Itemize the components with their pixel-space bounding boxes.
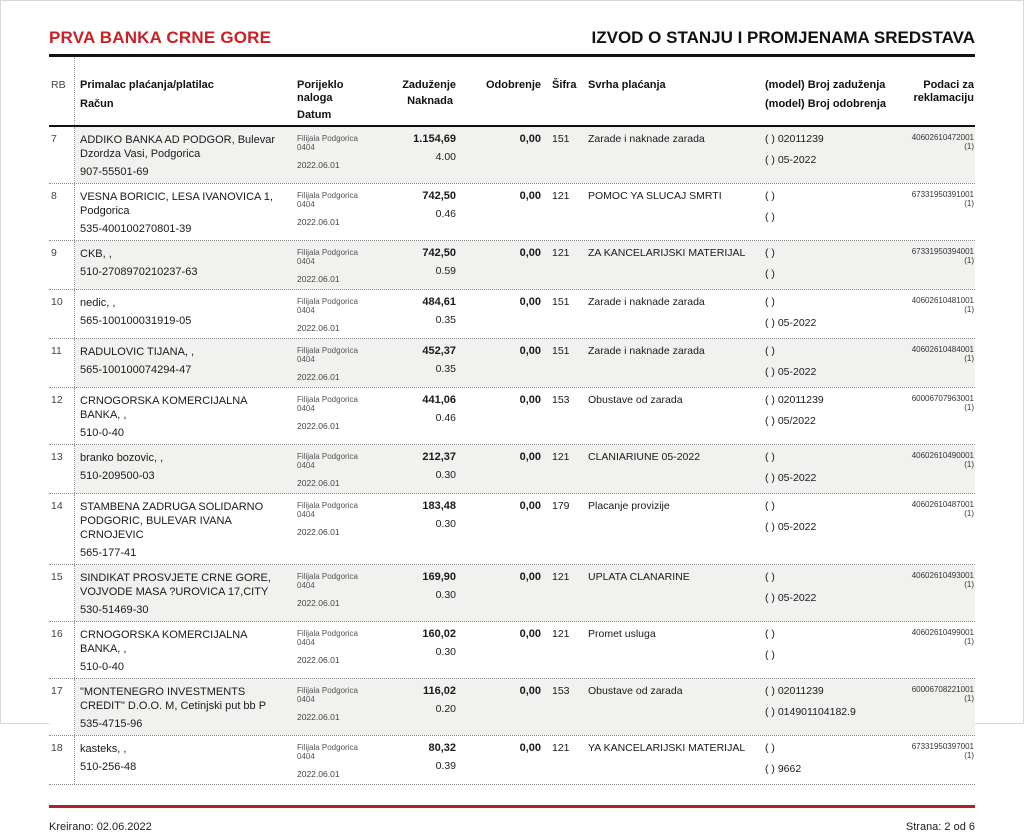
table-row [49, 565, 975, 622]
origin-date: 2022.06.01 [297, 655, 340, 665]
reference-debit: ( ) 02011239 [765, 394, 824, 406]
payment-purpose: Zarade i naknade zarada [588, 345, 705, 357]
reference-credit: ( ) 9662 [765, 763, 802, 775]
payment-code: 121 [552, 628, 570, 640]
row-number: 12 [49, 388, 75, 444]
credit-amount: 0,00 [519, 247, 541, 259]
table-row [49, 339, 975, 388]
origin-branch: Filijala Podgorica [297, 572, 358, 581]
origin-branch-code: 0404 [297, 404, 315, 413]
debit-amount: 742,50 [422, 190, 456, 202]
payee-name: kasteks, , [80, 743, 127, 755]
credit-amount: 0,00 [519, 190, 541, 202]
reference-debit: ( ) [765, 247, 775, 259]
fee-amount: 0.35 [435, 363, 456, 375]
debit-amount: 169,90 [422, 571, 456, 583]
row-number: 18 [49, 736, 75, 784]
claim-number: 40602610481001 [911, 296, 974, 305]
table-row [49, 290, 975, 339]
table-row [49, 241, 975, 290]
payment-code: 153 [552, 685, 570, 697]
table-body [49, 127, 975, 785]
payment-purpose: Zarade i naknade zarada [588, 296, 705, 308]
payment-purpose: Obustave od zarada [588, 394, 683, 406]
payee-account: 530-51469-30 [80, 604, 149, 616]
payment-purpose: Promet usluga [588, 628, 656, 640]
payment-code: 179 [552, 500, 570, 512]
page-indicator: Strana: 2 od 6 [905, 821, 975, 833]
reference-debit: ( ) 02011239 [765, 133, 824, 145]
payee-name: CRNOGORSKA KOMERCIJALNA BANKA, , [80, 395, 247, 421]
payment-purpose: Obustave od zarada [588, 685, 683, 697]
claim-count: (1) [964, 199, 974, 208]
debit-amount: 183,48 [422, 500, 456, 512]
reference-debit: ( ) [765, 345, 775, 357]
credit-amount: 0,00 [519, 451, 541, 463]
origin-branch-code: 0404 [297, 638, 315, 647]
origin-date: 2022.06.01 [297, 598, 340, 608]
reference-debit: ( ) 02011239 [765, 685, 824, 697]
payment-purpose: UPLATA CLANARINE [588, 571, 690, 583]
row-number: 17 [49, 679, 75, 735]
column-header-reference: (model) Broj zaduženja (model) Broj odobrenja [765, 79, 886, 110]
reference-credit: ( ) 05-2022 [765, 472, 817, 484]
credit-amount: 0,00 [519, 685, 541, 697]
debit-amount: 1.154,69 [413, 133, 456, 145]
fee-amount: 0.46 [435, 412, 456, 424]
payee-account: 535-400100270801-39 [80, 223, 192, 235]
fee-amount: 0.39 [435, 760, 456, 772]
fee-amount: 0.30 [435, 646, 456, 658]
payee-name: CKB, , [80, 248, 112, 260]
row-number: 10 [49, 290, 75, 338]
claim-count: (1) [964, 256, 974, 265]
payee-account: 565-100100074294-47 [80, 364, 192, 376]
payee-account: 510-256-48 [80, 761, 137, 773]
table-row [49, 127, 975, 184]
column-header-code: Šifra [552, 79, 577, 91]
credit-amount: 0,00 [519, 394, 541, 406]
origin-branch-code: 0404 [297, 200, 315, 209]
fee-amount: 0.30 [435, 589, 456, 601]
origin-branch: Filijala Podgorica [297, 395, 358, 404]
table-row [49, 622, 975, 679]
reference-credit: ( ) 05-2022 [765, 154, 817, 166]
credit-amount: 0,00 [519, 571, 541, 583]
payee-account: 565-100100031919-05 [80, 315, 192, 327]
origin-date: 2022.06.01 [297, 372, 340, 382]
origin-branch: Filijala Podgorica [297, 297, 358, 306]
payment-code: 121 [552, 451, 570, 463]
reference-debit: ( ) [765, 296, 775, 308]
payee-account: 535-4715-96 [80, 718, 143, 730]
origin-branch-code: 0404 [297, 355, 315, 364]
credit-amount: 0,00 [519, 742, 541, 754]
origin-branch-code: 0404 [297, 510, 315, 519]
claim-count: (1) [964, 637, 974, 646]
payee-name: ADDIKO BANKA AD PODGOR, Bulevar Dzordza Vasi, Podgorica [80, 134, 276, 160]
payee-name: branko bozovic, , [80, 452, 164, 464]
reference-credit: ( ) [765, 268, 775, 280]
fee-amount: 0.30 [435, 518, 456, 530]
reference-credit: ( ) 05-2022 [765, 521, 817, 533]
debit-amount: 116,02 [422, 685, 456, 697]
claim-number: 40602610490001 [911, 451, 974, 460]
payee-account: 565-177-41 [80, 547, 137, 559]
payee-name: VESNA BORICIC, LESA IVANOVICA 1, Podgorica [80, 191, 273, 217]
claim-number: 40602610484001 [911, 345, 974, 354]
origin-branch-code: 0404 [297, 695, 315, 704]
row-number: 9 [49, 241, 75, 289]
reference-debit: ( ) [765, 500, 775, 512]
column-header-debit: Zaduženje Naknada [402, 79, 456, 107]
claim-number: 40602610472001 [911, 133, 974, 142]
claim-count: (1) [964, 354, 974, 363]
payee-account: 510-0-40 [80, 661, 125, 673]
origin-date: 2022.06.01 [297, 421, 340, 431]
origin-branch: Filijala Podgorica [297, 452, 358, 461]
row-number: 16 [49, 622, 75, 678]
payment-code: 121 [552, 190, 570, 202]
bank-name: PRVA BANKA CRNE GORE [49, 28, 272, 47]
column-header-payee: Primalac plaćanja/platilac Račun [80, 79, 214, 110]
reference-debit: ( ) [765, 571, 775, 583]
table-row [49, 679, 975, 736]
reference-debit: ( ) [765, 451, 775, 463]
row-number: 11 [49, 339, 75, 387]
fee-amount: 0.20 [435, 703, 456, 715]
origin-branch: Filijala Podgorica [297, 248, 358, 257]
claim-number: 60006708221001 [911, 685, 974, 694]
origin-branch-code: 0404 [297, 461, 315, 470]
reference-credit: ( ) 05-2022 [765, 592, 817, 604]
payment-code: 151 [552, 133, 570, 145]
origin-branch-code: 0404 [297, 581, 315, 590]
table-row [49, 494, 975, 565]
origin-date: 2022.06.01 [297, 712, 340, 722]
payment-purpose: ZA KANCELARIJSKI MATERIJAL [588, 247, 746, 259]
fee-amount: 0.46 [435, 208, 456, 220]
payment-purpose: Zarade i naknade zarada [588, 133, 705, 145]
payee-name: nedic, , [80, 297, 116, 309]
claim-number: 67331950397001 [911, 742, 974, 751]
footer-rule [49, 805, 975, 808]
row-number: 13 [49, 445, 75, 493]
column-header-claim: Podaci za reklamaciju [913, 79, 974, 104]
payment-purpose: Placanje provizije [588, 500, 670, 512]
reference-debit: ( ) [765, 628, 775, 640]
column-header-purpose: Svrha plaćanja [588, 79, 666, 91]
credit-amount: 0,00 [519, 628, 541, 640]
debit-amount: 80,32 [428, 742, 456, 754]
payment-code: 121 [552, 571, 570, 583]
credit-amount: 0,00 [519, 296, 541, 308]
claim-number: 60006707963001 [911, 394, 974, 403]
origin-date: 2022.06.01 [297, 160, 340, 170]
document-header [49, 1, 975, 48]
payment-code: 121 [552, 742, 570, 754]
row-number: 14 [49, 494, 75, 564]
fee-amount: 4.00 [435, 151, 456, 163]
payment-code: 151 [552, 296, 570, 308]
column-header-origin: Porijeklo naloga Datum [297, 79, 344, 121]
row-number: 15 [49, 565, 75, 621]
payee-account: 510-209500-03 [80, 470, 155, 482]
origin-date: 2022.06.01 [297, 217, 340, 227]
origin-branch: Filijala Podgorica [297, 346, 358, 355]
origin-branch: Filijala Podgorica [297, 629, 358, 638]
column-header-credit: Odobrenje [485, 79, 541, 91]
payment-code: 151 [552, 345, 570, 357]
payee-name: STAMBENA ZADRUGA SOLIDARNO PODGORIC, BULEVAR IVANA CRNOJEVIC [80, 501, 264, 541]
debit-amount: 484,61 [422, 296, 456, 308]
origin-branch: Filijala Podgorica [297, 134, 358, 143]
debit-amount: 441,06 [422, 394, 456, 406]
origin-date: 2022.06.01 [297, 478, 340, 488]
table-row [49, 445, 975, 494]
reference-credit: ( ) [765, 211, 775, 223]
payment-code: 153 [552, 394, 570, 406]
claim-count: (1) [964, 509, 974, 518]
payment-code: 121 [552, 247, 570, 259]
payee-name: "MONTENEGRO INVESTMENTS CREDIT" D.O.O. M, Cetinjski put bb P [80, 686, 267, 712]
origin-branch: Filijala Podgorica [297, 191, 358, 200]
payee-account: 510-0-40 [80, 427, 125, 439]
claim-count: (1) [964, 694, 974, 703]
reference-debit: ( ) [765, 190, 775, 202]
origin-branch-code: 0404 [297, 257, 315, 266]
payee-account: 510-2708970210237-63 [80, 266, 198, 278]
claim-count: (1) [964, 751, 974, 760]
table-header-row [49, 57, 975, 127]
fee-amount: 0.59 [435, 265, 456, 277]
credit-amount: 0,00 [519, 345, 541, 357]
payment-purpose: YA KANCELARIJSKI MATERIJAL [588, 742, 746, 754]
debit-amount: 452,37 [422, 345, 456, 357]
claim-number: 40602610487001 [911, 500, 974, 509]
payment-purpose: CLANIARIUNE 05-2022 [588, 451, 701, 463]
payee-name: SINDIKAT PROSVJETE CRNE GORE, VOJVODE MASA ?UROVICA 17,CITY [80, 572, 271, 598]
debit-amount: 212,37 [422, 451, 456, 463]
origin-branch: Filijala Podgorica [297, 686, 358, 695]
fee-amount: 0.30 [435, 469, 456, 481]
document-title: IZVOD O STANJU I PROMJENAMA SREDSTAVA [591, 28, 975, 47]
origin-branch-code: 0404 [297, 752, 315, 761]
table-row [49, 736, 975, 785]
reference-debit: ( ) [765, 742, 775, 754]
origin-branch-code: 0404 [297, 306, 315, 315]
reference-credit: ( ) 05/2022 [765, 415, 816, 427]
debit-amount: 160,02 [422, 628, 456, 640]
claim-count: (1) [964, 580, 974, 589]
origin-branch: Filijala Podgorica [297, 501, 358, 510]
origin-date: 2022.06.01 [297, 769, 340, 779]
reference-credit: ( ) 05-2022 [765, 317, 817, 329]
origin-date: 2022.06.01 [297, 274, 340, 284]
table-row [49, 184, 975, 241]
claim-number: 67331950394001 [911, 247, 974, 256]
claim-count: (1) [964, 305, 974, 314]
claim-count: (1) [964, 142, 974, 151]
claim-count: (1) [964, 403, 974, 412]
table-row [49, 388, 975, 445]
payee-name: CRNOGORSKA KOMERCIJALNA BANKA, , [80, 629, 247, 655]
transactions-table [49, 57, 975, 785]
fee-amount: 0.35 [435, 314, 456, 326]
origin-date: 2022.06.01 [297, 527, 340, 537]
credit-amount: 0,00 [519, 133, 541, 145]
reference-credit: ( ) 014901104182.9 [765, 706, 856, 718]
origin-date: 2022.06.01 [297, 323, 340, 333]
origin-branch-code: 0404 [297, 143, 315, 152]
document-footer [49, 821, 975, 833]
row-number: 8 [49, 184, 75, 240]
row-number: 7 [49, 127, 75, 183]
reference-credit: ( ) 05-2022 [765, 366, 817, 378]
origin-branch: Filijala Podgorica [297, 743, 358, 752]
column-header-rb: RB [49, 57, 75, 125]
payee-account: 907-55501-69 [80, 166, 149, 178]
payee-name: RADULOVIC TIJANA, , [80, 346, 195, 358]
claim-number: 40602610499001 [911, 628, 974, 637]
debit-amount: 742,50 [422, 247, 456, 259]
reference-credit: ( ) [765, 649, 775, 661]
payment-purpose: POMOC YA SLUCAJ SMRTI [588, 190, 722, 202]
created-date: Kreirano: 02.06.2022 [49, 821, 152, 833]
credit-amount: 0,00 [519, 500, 541, 512]
claim-number: 67331950391001 [911, 190, 974, 199]
claim-count: (1) [964, 460, 974, 469]
claim-number: 40602610493001 [911, 571, 974, 580]
